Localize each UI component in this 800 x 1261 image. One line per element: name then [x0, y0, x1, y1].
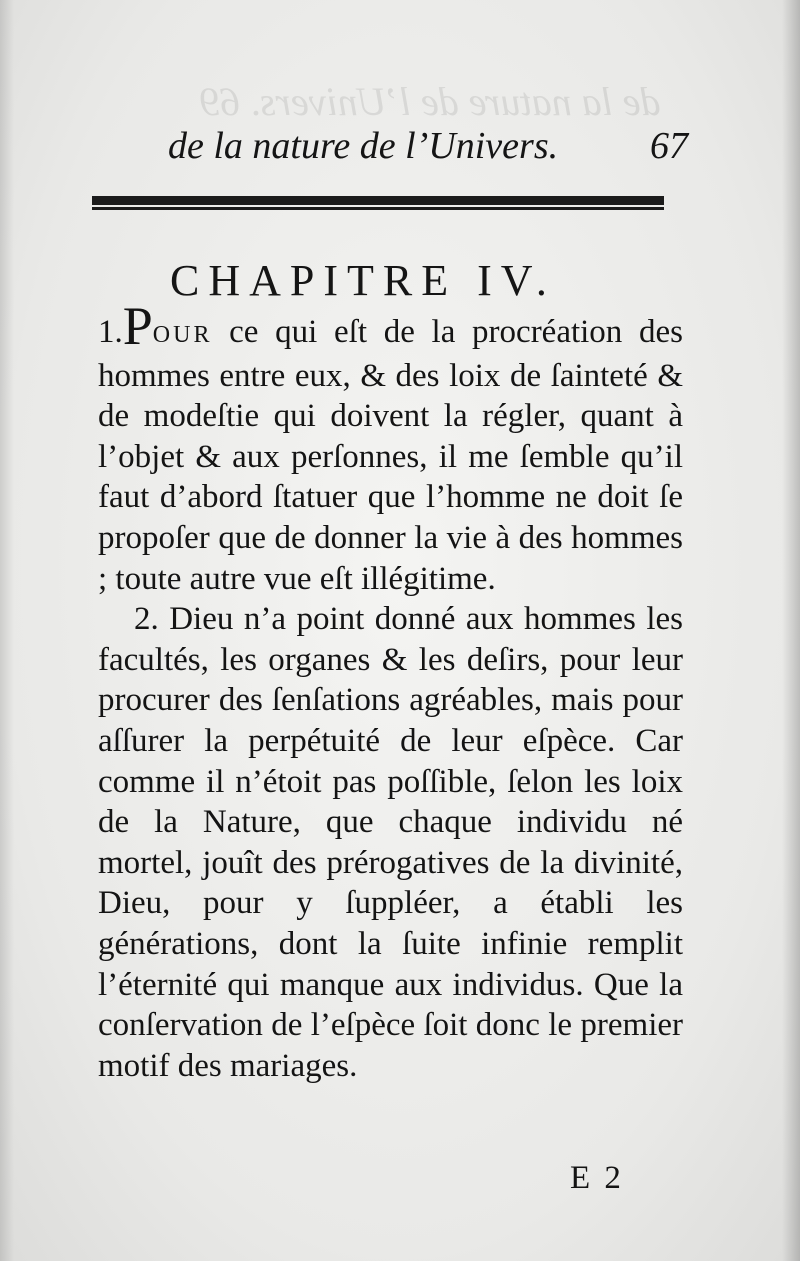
paragraph-1-text: ce qui eſt de la procréation des hommes entre eux, & des loix de ſainteté & de modeſtie qui doivent la régler, quant à l’objet & aux perſonnes, il me ſemble qu’il faut d’abord ſtatuer que l’homme ne doit ſe propoſer que de donner la vie à des hommes ; toute autre vue eſt illégitime. [98, 314, 683, 597]
header-rule [92, 196, 664, 210]
running-head [168, 124, 688, 168]
signature-mark: E 2 [570, 1160, 624, 1196]
small-caps-word: OUR [152, 322, 213, 348]
paragraph-1 [98, 296, 683, 599]
bleed-through-text: de la nature de l’Univers. 69 [200, 79, 661, 124]
header-rule-thick [92, 196, 664, 205]
header-rule-thin [92, 207, 664, 210]
page-edge-shadow [782, 0, 800, 1261]
page-gutter-shadow [0, 0, 14, 1261]
paragraph-number: 1. [98, 314, 123, 350]
page-number: 67 [650, 125, 688, 167]
initial-capital: P [122, 296, 153, 356]
paragraph-2 [98, 599, 683, 1086]
running-head-title: de la nature de l’Univers. [168, 125, 559, 167]
paragraph-2-text: 2. Dieu n’a point donné aux hommes les facultés, les organes & les deſirs, pour leur procurer des ſenſations agréables, mais pour aſſurer la perpétuité de leur eſpèce. Car comme il n’étoit pas poſſible, ſelon les loix de la Nature, que chaque individu né mortel, jouît des prérogatives de la divinité, Dieu, pour y ſuppléer, a établi les générations, dont la ſuite infinie remplit l’éternité qui manque aux individus. Que la conſervation de l’eſpèce ſoit donc le premier motif des mariages. [98, 601, 683, 1084]
body-text [98, 296, 683, 1086]
chapter-title: CHAPITRE IV. [170, 256, 556, 305]
